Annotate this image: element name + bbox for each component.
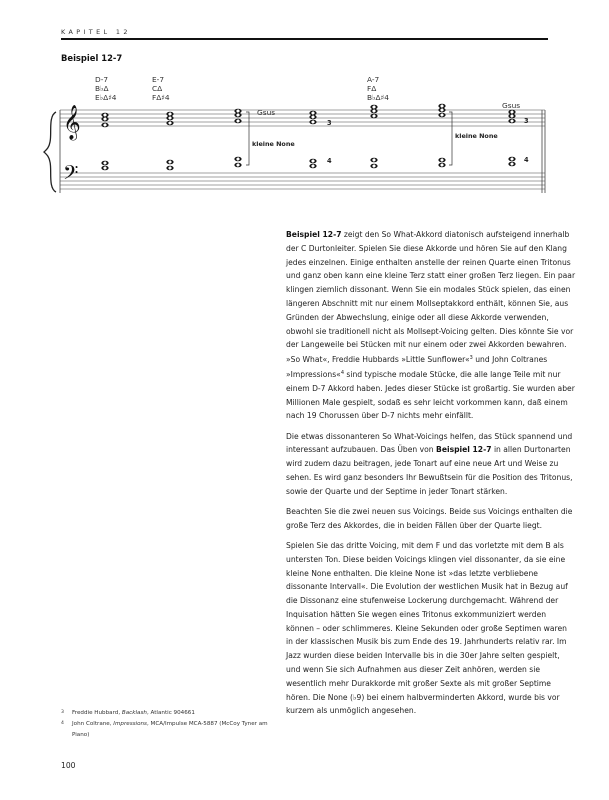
- whole-note-icon: [438, 108, 445, 113]
- chord-symbol: CΔ: [152, 84, 163, 93]
- paragraph-text: zeigt den So What-Akkord diatonisch aufsteigend innerhalb der C Durtonleiter. Spielen Sie diese Akkorde und hören Sie auf den Klang jedes einzelnen. Einige enthalten anstelle der reinen Quarte einen Tritonus und ganz oben kann eine kleine Terz statt einer großen Terz liegen. Ein paar klingen ziemlich dissonant. Wenn Sie ein modales Stück spielen, das einen längeren Abschnitt mit nur einem Mollseptakkord enthält, können Sie, aus Gründen der Abwechslung, einige oder all diese Akkorde verwenden, obwohl sie traditionell nicht als Mollsept-Voicing gelten. Dies könnte Sie vor der Langeweile bei Stücken mit nur einem oder zwei Akkorden bewahren. »So What«, Freddie Hubbards »Little Sunflower«: [286, 230, 576, 365]
- chord-symbol: Gsus: [502, 101, 521, 110]
- paragraph-2: [286, 430, 576, 499]
- whole-note-icon: [438, 163, 445, 168]
- paragraph-text: Die etwas dissonanteren So What-Voicings helfen, das Stück spannend und interessant aufzubauen. Das Üben von: [286, 431, 573, 455]
- whole-note-icon: [370, 109, 377, 114]
- whole-note-icon: [234, 163, 241, 168]
- whole-note-icon: [370, 105, 377, 110]
- body-text: [286, 228, 576, 725]
- whole-note-icon: [508, 110, 515, 115]
- kleine-none-label: kleine None: [455, 132, 498, 140]
- paragraph-text: in allen Durtonarten wird zudem dazu beitragen, jede Tonart auf eine neue Art und Weise zu sehen. Es wird ganz besonders Ihr Bewußtsein für die Position des Tritonus, sowie der Quarte und der Septime in jeder Tonart stärken.: [286, 445, 573, 496]
- interval-label: 3: [524, 117, 529, 125]
- chord-symbol: Gsus: [257, 108, 276, 117]
- whole-note-icon: [166, 166, 173, 171]
- footnote-3: [61, 708, 281, 719]
- chord-symbol: FΔ: [367, 84, 377, 93]
- chord-symbol: E-7: [152, 75, 165, 84]
- staff-lines: [60, 110, 545, 189]
- whole-note-icon: [166, 116, 173, 121]
- chord-symbol: B♭Δ♯4: [367, 93, 389, 102]
- footnote-text: , MCA/Impulse MCA-5887 (McCoy Tyner am Piano): [72, 721, 268, 738]
- footnote-number: 4: [61, 721, 64, 726]
- interval-label: 4: [524, 156, 529, 164]
- example-ref-bold: Beispiel 12-7: [286, 230, 342, 239]
- whole-note-icon: [101, 113, 108, 118]
- chord-symbol: D-7: [95, 75, 109, 84]
- footnote-text: Freddie Hubbard,: [72, 710, 122, 716]
- whole-note-icon: [370, 164, 377, 169]
- whole-note-icon: [508, 162, 515, 167]
- example-title: Beispiel 12-7: [61, 53, 123, 63]
- whole-note-icon: [438, 104, 445, 109]
- whole-note-icon: [101, 117, 108, 122]
- treble-clef-icon: 𝄞: [63, 105, 81, 140]
- bracket-icon: [449, 112, 452, 165]
- whole-note-icon: [166, 160, 173, 165]
- footnote-number: 3: [61, 710, 64, 715]
- whole-note-icon: [234, 119, 241, 124]
- paragraph-text: sind typische modale Stücke, die alle lange Teile mit nur einem D-7 Akkord haben. Jedes dieser Stücke ist großartig. Sie wurden aber Millionen Male gespielt, sodaß es sehr leicht vorkommen kann, daß einem nach 19 Chorussen über D-7 nichts mehr einfällt.: [286, 369, 575, 421]
- chord-notes: [101, 104, 515, 171]
- whole-note-icon: [438, 158, 445, 163]
- chord-symbol: FΔ♯4: [152, 93, 170, 102]
- whole-note-icon: [309, 120, 316, 125]
- whole-note-icon: [508, 114, 515, 119]
- whole-note-icon: [508, 119, 515, 124]
- interval-label: 4: [327, 157, 332, 165]
- annotations: [246, 112, 529, 165]
- header-rule: [61, 38, 548, 40]
- whole-note-icon: [309, 115, 316, 120]
- paragraph-text: Spielen Sie das dritte Voicing, mit dem F und das vorletzte mit dem B als untersten Ton. Diese beiden Voicings klingen viel dissonanter, da sie eine kleine None enthalten. Die kleine None ist »das letzte verbliebene dissonante Intervall«. Die Evolution der westlichen Musik hat in Bezug auf die Dissonanz eine stufenweise Lockerung durchgemacht. Während der Inquisation hätten Sie wegen eines Tritonus exkommuniziert werden können – oder schlimmeres. Kleine Sekunden oder große Septimen waren in der klassischen Musik bis zum Ende des 19. Jahrhunderts relativ rar. Im Jazz wurden diese beiden Intervalle bis in die 30er Jahre selten gespielt, und wenn Sie sich Aufnahmen aus dieser Zeit anhören, werden sie wesentlich mehr Durakkorde mit großer Sexte als mit großer Septime hören. Die None (♭9) bei einem halbverminderten Akkord, wurde bis vor kurzem als unmöglich angesehen.: [286, 540, 568, 716]
- footnote-text: John Coltrane,: [72, 721, 114, 727]
- whole-note-icon: [309, 159, 316, 164]
- paragraph-3: [286, 505, 576, 533]
- interval-label: 3: [327, 119, 332, 127]
- whole-note-icon: [166, 112, 173, 117]
- whole-note-icon: [166, 121, 173, 126]
- brace-icon: [44, 112, 56, 192]
- footnote-ref-4[interactable]: 4: [340, 369, 345, 376]
- footnote-ref-3[interactable]: 3: [469, 355, 473, 362]
- whole-note-icon: [101, 123, 108, 128]
- staff-system: [44, 110, 545, 193]
- whole-note-icon: [101, 161, 108, 166]
- chord-symbol: A-7: [367, 75, 380, 84]
- whole-note-icon: [309, 164, 316, 169]
- whole-note-icon: [370, 114, 377, 119]
- paragraph-text: und John Coltranes »Impressions«: [286, 355, 548, 379]
- whole-note-icon: [234, 109, 241, 114]
- paragraph-text: Beachten Sie die zwei neuen sus Voicings. Beide sus Voicings enthalten die große Terz des Akkordes, die in beiden Fällen über der Quarte liegt.: [286, 506, 573, 530]
- chord-symbol: B♭Δ: [95, 84, 109, 93]
- whole-note-icon: [370, 158, 377, 163]
- chord-symbols: [95, 75, 520, 117]
- running-head: KAPITEL 12: [61, 28, 131, 36]
- paragraph-4: [286, 539, 576, 718]
- bracket-icon: [246, 112, 249, 165]
- whole-note-icon: [438, 113, 445, 118]
- footnote-album-title: Impressions: [113, 721, 147, 727]
- whole-note-icon: [234, 113, 241, 118]
- footnotes: [61, 708, 281, 741]
- paragraph-1: [286, 228, 576, 423]
- example-ref-bold: Beispiel 12-7: [436, 445, 492, 455]
- footnote-text: , Atlantic 904661: [146, 710, 195, 716]
- page-number: 100: [61, 761, 76, 770]
- footnote-album-title: Backlash: [121, 710, 147, 716]
- whole-note-icon: [101, 166, 108, 171]
- whole-note-icon: [508, 157, 515, 162]
- music-score: [0, 70, 609, 210]
- kleine-none-label: kleine None: [252, 140, 295, 148]
- chord-symbol: E♭Δ♯4: [95, 93, 117, 102]
- whole-note-icon: [234, 157, 241, 162]
- bass-clef-icon: 𝄢: [63, 161, 79, 189]
- whole-note-icon: [309, 111, 316, 116]
- footnote-4: [61, 719, 281, 741]
